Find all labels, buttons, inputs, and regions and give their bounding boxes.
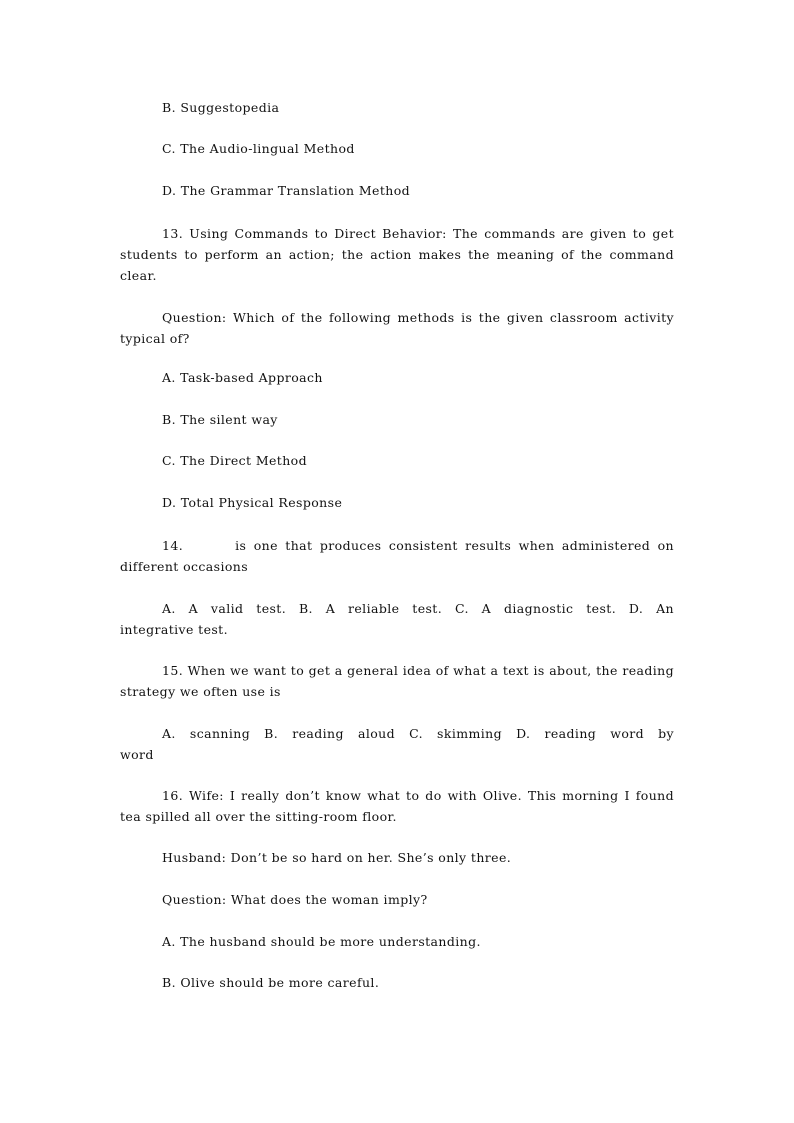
q16-question: Question: What does the woman imply? <box>162 892 428 907</box>
q15-stem: 15. When we want to get a general idea of what a text is about, the reading strategy we often use is <box>120 663 674 699</box>
q13-stem: 13. Using Commands to Direct Behavior: The commands are given to get students to perform an action; the action makes the meaning of the command clear. <box>120 226 674 283</box>
q15-options-wrap: word <box>120 747 154 762</box>
q16-option-a: A. The husband should be more understanding. <box>162 934 481 949</box>
q14-options <box>162 598 674 619</box>
q12-option-d: D. The Grammar Translation Method <box>162 183 411 198</box>
q14-options-wrap: integrative test. <box>120 622 228 637</box>
q16-option-b: B. Olive should be more careful. <box>162 975 380 990</box>
q14-number: 14. <box>162 538 184 553</box>
q14-options-line: A. A valid test. B. A reliable test. C. A diagnostic test. D. An <box>162 601 674 616</box>
q13-question: Question: Which of the following methods is the given classroom activity typical of? <box>120 310 674 346</box>
q13-option-d: D. Total Physical Response <box>162 495 343 510</box>
q16-husband-line: Husband: Don’t be so hard on her. She’s only three. <box>162 850 512 865</box>
q12-option-b: B. Suggestopedia <box>162 100 280 115</box>
q13-option-c: C. The Direct Method <box>162 453 308 468</box>
q13-option-b: B. The silent way <box>162 412 278 427</box>
q13-option-a: A. Task-based Approach <box>162 370 323 385</box>
q15-options <box>162 723 674 744</box>
q16-wife-line: 16. Wife: I really don’t know what to do with Olive. This morning I found tea spilled all over the sitting-room floor. <box>120 788 674 824</box>
q14-stem <box>120 535 674 577</box>
q14-text: is one that produces consistent results when administered on different occasions <box>120 538 674 574</box>
q12-option-c: C. The Audio-lingual Method <box>162 141 355 156</box>
q15-options-line: A. scanning B. reading aloud C. skimming D. reading word by <box>162 726 674 741</box>
